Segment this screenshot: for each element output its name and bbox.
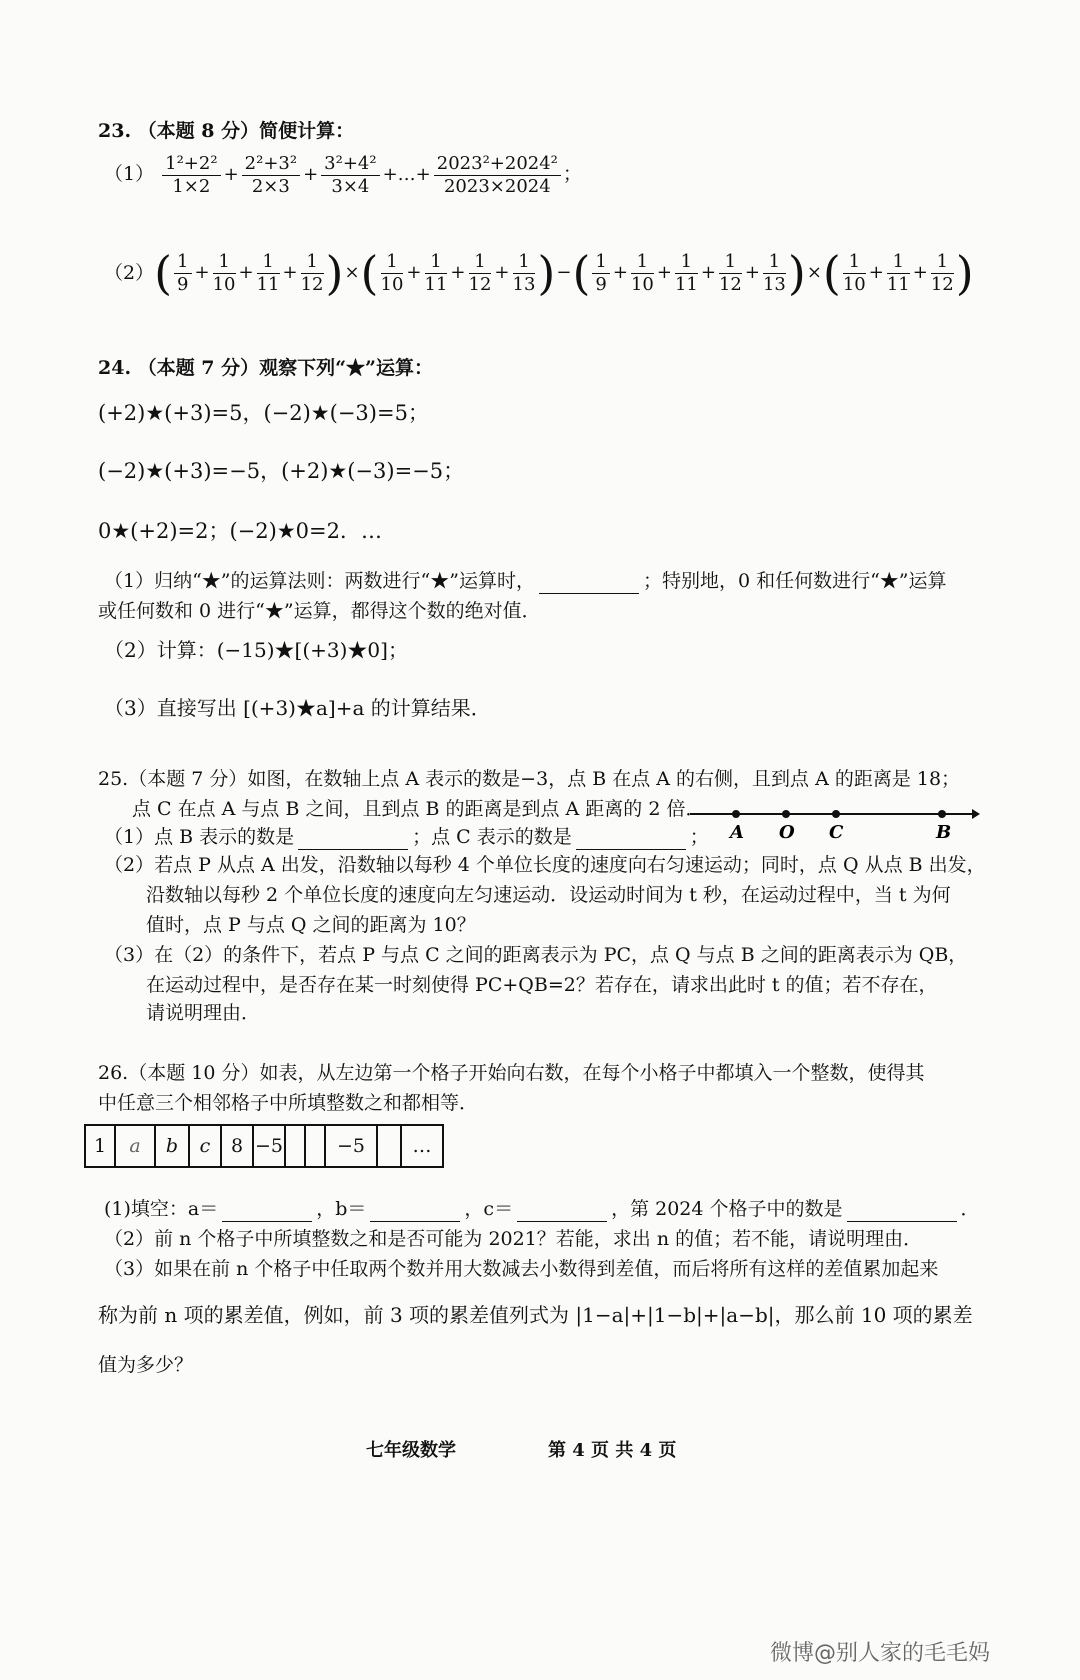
q25-line2: 点 C 在点 A 与点 B 之间，且到点 B 的距离是到点 A 距离的 2 倍． <box>132 798 705 820</box>
q25-header: 25.（本题 7 分）如图，在数轴上点 A 表示的数是−3，点 B 在点 A 的右侧，且到点 A 的距离是 18； <box>98 768 961 790</box>
q23-header: 23. （本题 8 分）简便计算： <box>98 120 355 142</box>
q26-header: 26.（本题 10 分）如表，从左边第一个格子开始向右数，在每个小格子中都填入一个整数，使得其 <box>98 1062 925 1084</box>
grid-cell: c <box>189 1125 221 1167</box>
answer-blank[interactable] <box>539 573 639 594</box>
q24-part2: （2）计算：(−15)★[(+3)★0]； <box>104 638 408 662</box>
q23-part1: （1） $\frac{\text{1²+2²}}{1\times 2}$ + $\frac{\text{2²+3²}}{2\times 3}$ + $\frac{\text{3²+4²}}{3\times 4}$ +…+ $\frac{\text{2023²+2024²}}{2023\times 2024}$ ； <box>104 152 582 197</box>
q26-line2: 中任意三个相邻格子中所填整数之和都相等． <box>98 1092 479 1114</box>
answer-blank-a[interactable] <box>222 1201 312 1222</box>
q23-frac-3: $\frac{\text{3²+4²}}{3\times 4}$ <box>321 153 379 198</box>
q23-p2-label: （2） <box>104 262 155 284</box>
grid-cell <box>377 1125 401 1167</box>
label-a: A <box>730 822 744 843</box>
grid-cell <box>285 1125 305 1167</box>
q24-eq2: (−2)★(+3)=−5，(+2)★(−3)=−5； <box>98 459 465 483</box>
grid-cell: 1 <box>85 1125 115 1167</box>
q23-part2: （2）( $\frac{1}{9}$ + $\frac{1}{10}$ + $\frac{1}{11}$ + $\frac{1}{12}$ )×( $\frac{1}{10}$ + $\frac{1}{11}$ + $\frac{1}{12}$ + $\frac{1}{13}$ )−( $\frac{1}{9}$ + $\frac{1}{10}$ + $\frac{1}{11}$ + $\frac{1}{12}$ + $\frac{1}{13}$ )×( $\frac{1}{10}$ + $\frac{1}{11}$ + $\frac{1}{12}$ ) <box>104 246 974 300</box>
label-o: O <box>779 822 795 843</box>
q26-part3-b: 称为前 n 项的累差值，例如，前 3 项的累差值列式为 |1−a|+|1−b|+|a−b|，那么前 10 项的累差 <box>98 1303 973 1327</box>
q25-part3-c: 请说明理由． <box>146 1002 261 1024</box>
q23-p1-label: （1） <box>104 163 155 185</box>
q26-part3-a: （3）如果在前 n 个格子中任取两个数并用大数减去小数得到差值，而后将所有这样的差值累加起来 <box>104 1258 939 1280</box>
answer-blank-b[interactable] <box>298 829 408 850</box>
footer-subject: 七年级数学 <box>366 1440 456 1461</box>
q24-header: 24. （本题 7 分）观察下列“★”运算： <box>98 357 433 379</box>
q24-part3: （3）直接写出 [(+3)★a]+a 的计算结果． <box>104 696 491 720</box>
q24-part1-cont: 或任何数和 0 进行“★”运算，都得这个数的绝对值． <box>98 600 541 622</box>
point-o <box>782 810 790 818</box>
watermark: 微博@别人家的毛毛妈 <box>770 1641 991 1666</box>
q23-frac-1: $\frac{\text{1²+2²}}{1\times 2}$ <box>162 153 220 198</box>
answer-blank-c[interactable] <box>576 829 686 850</box>
answer-blank-2024[interactable] <box>847 1201 957 1222</box>
q26-part2: （2）前 n 个格子中所填整数之和是否可能为 2021？若能，求出 n 的值；若不能，请说明理由． <box>104 1228 923 1250</box>
grid-cell: … <box>401 1125 443 1167</box>
q25-part3-b: 在运动过程中，是否存在某一时刻使得 PC+QB=2？若存在，请求出此时 t 的值；若不存在， <box>146 974 938 996</box>
q23-frac-2: $\frac{\text{2²+3²}}{2\times 3}$ <box>242 153 300 198</box>
label-b: B <box>936 822 952 843</box>
q25-part2-a: （2）若点 P 从点 A 出发，沿数轴以每秒 4 个单位长度的速度向右匀速运动；同时，点 Q 从点 B 出发， <box>104 854 986 876</box>
point-c <box>832 810 840 818</box>
q24-eq1: (+2)★(+3)=5，(−2)★(−3)=5； <box>98 401 429 425</box>
q23-frac-4: $\frac{\text{2023²+2024²}}{2023\times 2024}$ <box>434 153 561 198</box>
grid-cell: −5 <box>253 1125 285 1167</box>
q25-part3-a: （3）在（2）的条件下，若点 P 与点 C 之间的距离表示为 PC，点 Q 与点 B 之间的距离表示为 QB， <box>104 944 968 966</box>
grid-cell: a <box>115 1125 155 1167</box>
q25-part1: （1）点 B 表示的数是 ；点 C 表示的数是 ； <box>104 826 709 848</box>
q26-part1: (1)填空：a＝ ，b＝ ，c＝ ，第 2024 个格子中的数是 ． <box>104 1198 980 1220</box>
grid-cell: 8 <box>221 1125 253 1167</box>
answer-blank-b[interactable] <box>370 1201 460 1222</box>
number-grid <box>84 1124 444 1168</box>
q26-part3-c: 值为多少？ <box>98 1354 194 1376</box>
point-b <box>938 810 946 818</box>
grid-cell: −5 <box>325 1125 377 1167</box>
number-line <box>690 798 980 848</box>
label-c: C <box>829 822 844 843</box>
grid-cell <box>305 1125 325 1167</box>
q25-part2-b: 沿数轴以每秒 2 个单位长度的速度向左匀速运动．设运动时间为 t 秒，在运动过程中，当 t 为何 <box>146 884 951 906</box>
q24-eq3: 0★(+2)=2；(−2)★0=2．… <box>98 519 382 543</box>
q25-part2-c: 值时，点 P 与点 Q 之间的距离为 10？ <box>146 914 476 936</box>
answer-blank-c[interactable] <box>517 1201 607 1222</box>
footer-page-number: 第 4 页 共 4 页 <box>548 1440 677 1461</box>
grid-cell: b <box>155 1125 189 1167</box>
point-a <box>732 810 740 818</box>
q24-part1: （1）归纳“★”的运算法则：两数进行“★”运算时， ；特别地，0 和任何数进行“★”运算 <box>104 570 947 592</box>
